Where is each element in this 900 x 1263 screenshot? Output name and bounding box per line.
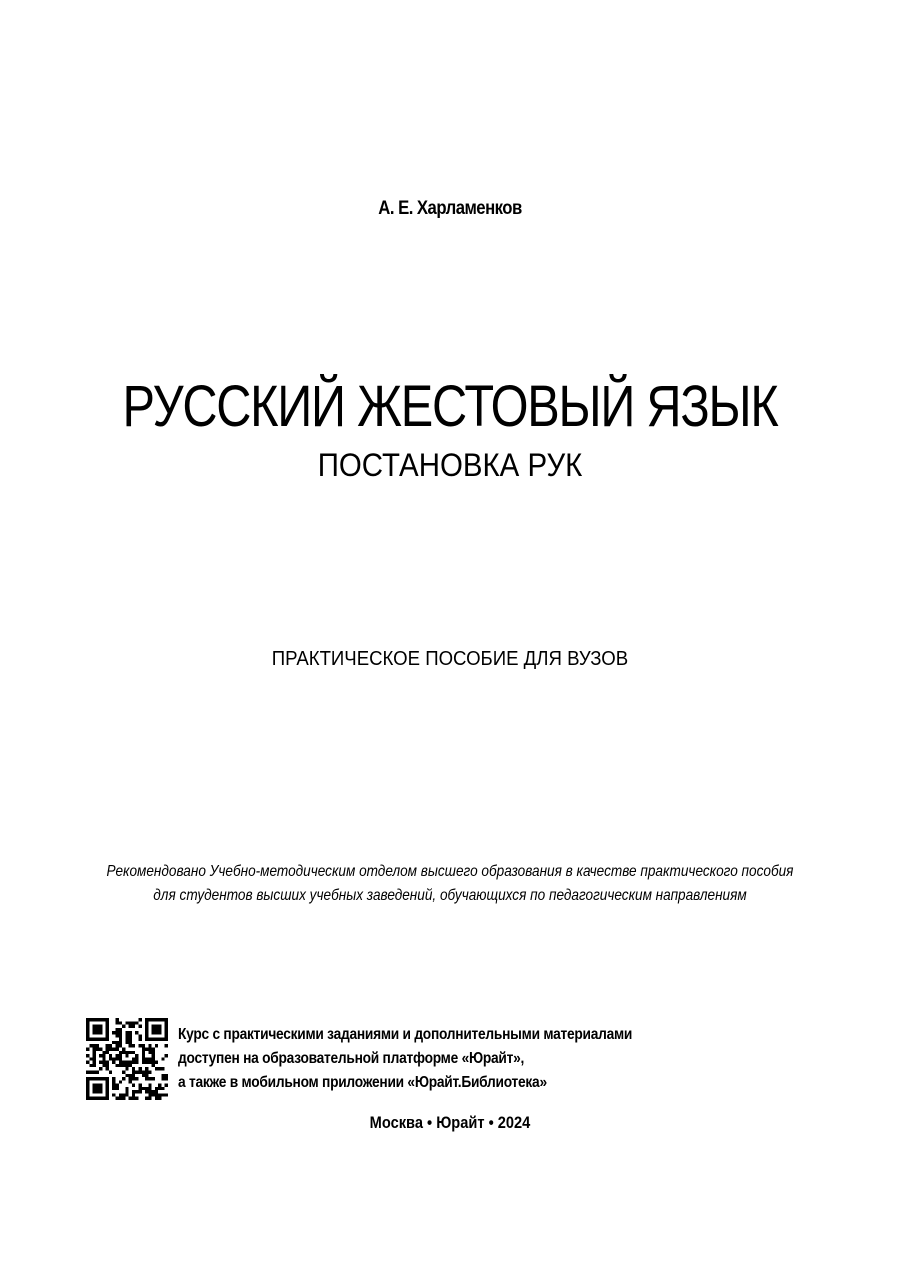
recommendation-note: [68, 860, 833, 908]
imprint-publisher: Юрайт: [436, 1113, 485, 1132]
course-note: [178, 1023, 711, 1095]
book-type: ПРАКТИЧЕСКОЕ ПОСОБИЕ ДЛЯ ВУЗОВ: [271, 648, 629, 670]
imprint-city: Москва: [369, 1113, 423, 1132]
imprint-year: 2024: [497, 1113, 531, 1132]
imprint: [63, 1113, 837, 1133]
recommendation-line-1: Рекомендовано Учебно-методическим отделом высшего образования в качестве практического пособия: [106, 863, 794, 880]
course-note-line-1: Курс с практическими заданиями и дополнительными материалами: [178, 1026, 633, 1043]
qr-code-icon: [86, 1018, 168, 1100]
course-note-line-2: доступен на образовательной платформе «Юрайт»,: [178, 1050, 525, 1067]
book-subtitle: ПОСТАНОВКА РУК: [317, 447, 583, 483]
book-title: РУССКИЙ ЖЕСТОВЫЙ ЯЗЫК: [122, 374, 778, 439]
course-note-line-3: а также в мобильном приложении «Юрайт.Библиотека»: [178, 1074, 547, 1091]
recommendation-line-2: для студентов высших учебных заведений, обучающихся по педагогическим направлениям: [153, 887, 747, 904]
imprint-separator: •: [427, 1113, 433, 1132]
imprint-separator: •: [488, 1113, 494, 1132]
author-name: А. Е. Харламенков: [378, 198, 522, 219]
